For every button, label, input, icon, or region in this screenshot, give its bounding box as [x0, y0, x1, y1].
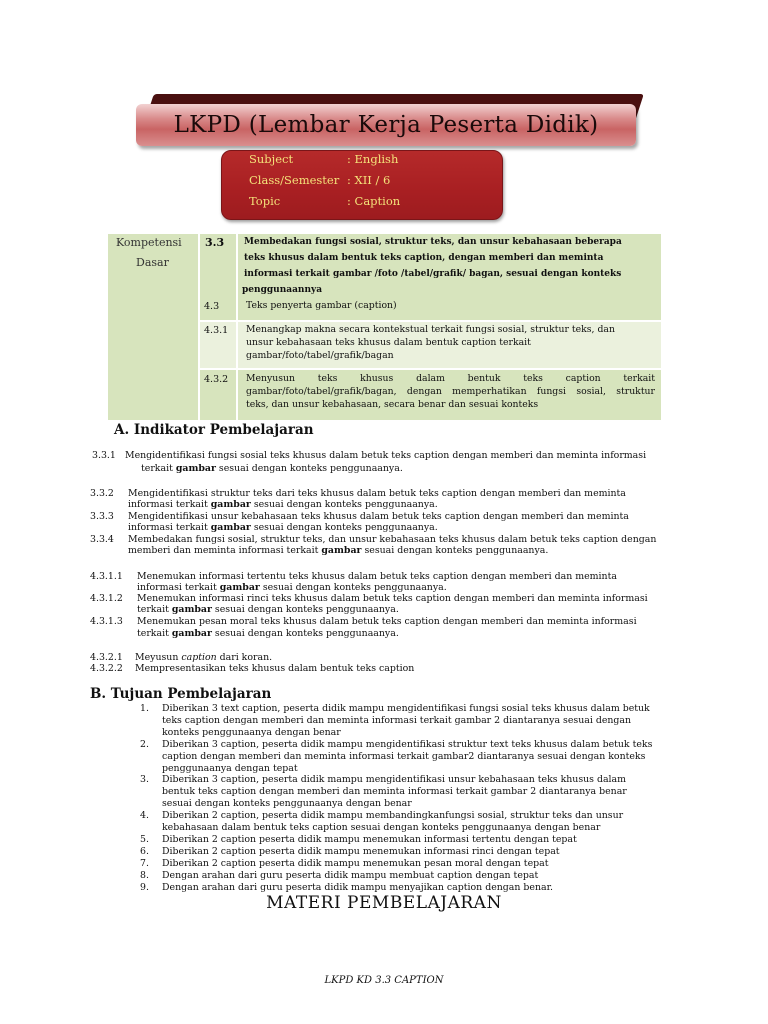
info-value: : English	[347, 152, 399, 166]
kd-text-line: gambar/foto/tabel/grafik/bagan, dengan memperhatikan fungsi sosial, struktur	[246, 386, 655, 397]
objective-line: bentuk teks caption dengan memberi dan meminta informasi terkait gambar 2 diantaranya benar	[162, 786, 627, 798]
objective-line: konteks penggunaanya dengan benar	[162, 726, 341, 738]
document-title: LKPD (Lembar Kerja Peserta Didik)	[173, 112, 599, 138]
objective-line: Diberikan 3 caption, peserta didik mampu mengidentifikasi struktur text teks khusus dalam betuk teks	[162, 738, 653, 750]
info-box	[221, 150, 503, 220]
indicator-line2: terkait gambar sesuai dengan konteks penggunaanya.	[137, 628, 399, 639]
section-a-heading: A. Indikator Pembelajaran	[114, 422, 314, 438]
kd-text-cell	[238, 234, 661, 298]
indicator-line1: Mengidentifikasi struktur teks dari teks khusus dalam betuk teks caption dengan memberi dan meminta	[128, 488, 626, 499]
indicator-num: 4.3.1.3	[90, 616, 123, 627]
indicator-line2: informasi terkait gambar sesuai dengan konteks penggunaanya.	[137, 582, 447, 593]
objective-num: 1.	[140, 703, 149, 714]
kd-num-cell	[200, 322, 236, 368]
objective-item	[140, 882, 652, 894]
materi-heading: MATERI PEMBELAJARAN	[266, 893, 502, 913]
page-footer: LKPD KD 3.3 CAPTION	[324, 975, 444, 986]
objective-line: Dengan arahan dari guru peserta didik mampu menyajikan caption dengan benar.	[162, 881, 554, 893]
section-b-heading: B. Tujuan Pembelajaran	[90, 686, 272, 702]
objective-num: 5.	[140, 833, 149, 845]
objective-item	[140, 703, 652, 739]
kd-text-cell	[238, 298, 661, 320]
indicator-line1: Mempresentasikan teks khusus dalam bentuk teks caption	[135, 663, 415, 674]
kompetensi-dasar-table	[108, 234, 661, 420]
kd-text-line: gambar/foto/tabel/grafik/bagan	[246, 350, 394, 361]
kd-text-line: Teks penyerta gambar (caption)	[246, 300, 397, 311]
objective-item	[140, 834, 652, 846]
indicator-line2: terkait gambar sesuai dengan konteks penggunaanya.	[141, 463, 403, 474]
kd-text-line: Menyusun teks khusus dalam bentuk teks caption terkait	[246, 373, 655, 384]
objective-item	[140, 846, 652, 858]
indicator-num: 4.3.1.2	[90, 593, 123, 604]
objective-num: 9.	[140, 881, 149, 893]
objective-line: caption dengan memberi dan meminta informasi terkait gambar2 diantaranya sesuai dengan konteks	[162, 750, 646, 762]
indicator-num: 3.3.3	[90, 511, 114, 522]
objective-item	[140, 870, 652, 882]
objective-num: 7.	[140, 857, 149, 869]
objective-line: Diberikan 2 caption peserta didik mampu menemukan informasi rinci dengan tepat	[162, 845, 560, 857]
indicator-line2: informasi terkait gambar sesuai dengan konteks penggunaanya.	[128, 522, 438, 533]
kd-text-line: Membedakan fungsi sosial, struktur teks, dan unsur kebahasaan beberapa	[244, 237, 622, 247]
objective-line: penggunaanya dengan tepat	[162, 762, 298, 774]
objective-line: Diberikan 2 caption peserta didik mampu menemukan pesan moral dengan tepat	[162, 857, 549, 869]
kd-text-line: teks khusus dalam bentuk teks caption, dengan memberi dan meminta	[244, 253, 604, 263]
kd-text-line: penggunaannya	[242, 285, 323, 295]
objective-item	[140, 858, 652, 870]
kd-label-line1: Kompetensi	[116, 236, 182, 249]
indicator-line2: informasi terkait gambar sesuai dengan konteks penggunaanya.	[128, 499, 438, 510]
kd-num-cell	[200, 234, 236, 298]
indicator-line1: Menemukan pesan moral teks khusus dalam betuk teks caption dengan memberi dan meminta informasi	[137, 616, 637, 627]
info-value: : Caption	[347, 194, 401, 208]
objective-line: teks caption dengan memberi dan meminta informasi terkait gambar 2 diantaranya sesuai dengan	[162, 714, 632, 726]
indicator-num: 3.3.2	[90, 488, 114, 499]
indicator-line1: Menemukan informasi rinci teks khusus dalam betuk teks caption dengan memberi dan meminta informasi	[137, 593, 648, 604]
indicator-line2: terkait gambar sesuai dengan konteks penggunaanya.	[137, 604, 399, 615]
kd-num: 4.3.1	[204, 325, 229, 336]
kd-text-line: teks, dan unsur kebahasaan, secara benar dan sesuai konteks	[246, 399, 539, 410]
kd-text-cell	[238, 370, 661, 420]
indicator-line1: Mengidentifikasi fungsi sosial teks khusus dalam betuk teks caption dengan memberi dan meminta informasi	[125, 450, 647, 461]
kd-num: 3.3	[205, 236, 225, 249]
kd-label-cell	[108, 234, 198, 420]
indicator-line1: Meyusun caption dari koran.	[135, 652, 273, 663]
objective-num: 2.	[140, 738, 149, 750]
objective-line: kebahasaan dalam bentuk teks caption sesuai dengan konteks penggunaanya dengan benar	[162, 822, 601, 834]
objectives-list	[140, 703, 652, 894]
indicator-num: 4.3.2.1	[90, 652, 123, 663]
kd-num-cell	[200, 298, 236, 320]
info-value: : XII / 6	[347, 173, 391, 187]
indicator-line2: memberi dan meminta informasi terkait gambar sesuai dengan konteks penggunaanya.	[128, 545, 549, 556]
indicator-line1: Menemukan informasi tertentu teks khusus dalam betuk teks caption dengan memberi dan meminta	[137, 571, 617, 582]
objective-line: Diberikan 2 caption peserta didik mampu menemukan informasi tertentu dengan tepat	[162, 833, 577, 845]
title-banner	[136, 104, 636, 146]
objective-line: Diberikan 3 caption, peserta didik mampu mengidentifikasi unsur kebahasaan teks khusus dalam	[162, 774, 627, 786]
info-label: Topic	[249, 194, 281, 208]
objective-item	[140, 810, 652, 834]
objective-line: Diberikan 3 text caption, peserta didik mampu mengidentifikasi fungsi sosial teks khusus dalam betuk	[162, 703, 650, 714]
kd-text-cell	[238, 322, 661, 368]
objective-num: 4.	[140, 810, 149, 822]
objective-num: 3.	[140, 774, 149, 786]
kd-text-line: Menangkap makna secara kontekstual terkait fungsi sosial, struktur teks, dan	[246, 324, 615, 335]
indicator-num: 3.3.4	[90, 534, 114, 545]
objective-num: 6.	[140, 845, 149, 857]
objective-item	[140, 739, 652, 775]
objective-line: Dengan arahan dari guru peserta didik mampu membuat caption dengan tepat	[162, 869, 539, 881]
info-label: Subject	[249, 152, 294, 166]
indicator-line1: Mengidentifikasi unsur kebahasaan teks khusus dalam betuk teks caption dengan memberi dan meminta	[128, 511, 629, 522]
objective-line: Diberikan 2 caption, peserta didik mampu membandingkanfungsi sosial, struktur teks dan unsur	[162, 810, 624, 822]
info-label: Class/Semester	[249, 173, 340, 187]
indicator-line1: Membedakan fungsi sosial, struktur teks, dan unsur kebahasaan teks khusus dalam betuk teks caption dengan	[128, 534, 657, 545]
kd-text-line: informasi terkait gambar /foto /tabel/grafik/ bagan, sesuai dengan konteks	[244, 269, 622, 279]
kd-num: 4.3.2	[204, 374, 229, 385]
objective-line: sesuai dengan konteks penggunaanya dengan benar	[162, 798, 412, 810]
objective-num: 8.	[140, 869, 149, 881]
objective-item	[140, 774, 652, 810]
indicator-num: 4.3.1.1	[90, 571, 123, 582]
indicator-num: 3.3.1	[92, 450, 116, 461]
kd-text-line: unsur kebahasaan teks khusus dalam bentuk caption terkait	[246, 337, 531, 348]
kd-label-line2: Dasar	[136, 256, 169, 269]
kd-num: 4.3	[204, 301, 220, 312]
kd-num-cell	[200, 370, 236, 420]
indicator-num: 4.3.2.2	[90, 663, 123, 674]
